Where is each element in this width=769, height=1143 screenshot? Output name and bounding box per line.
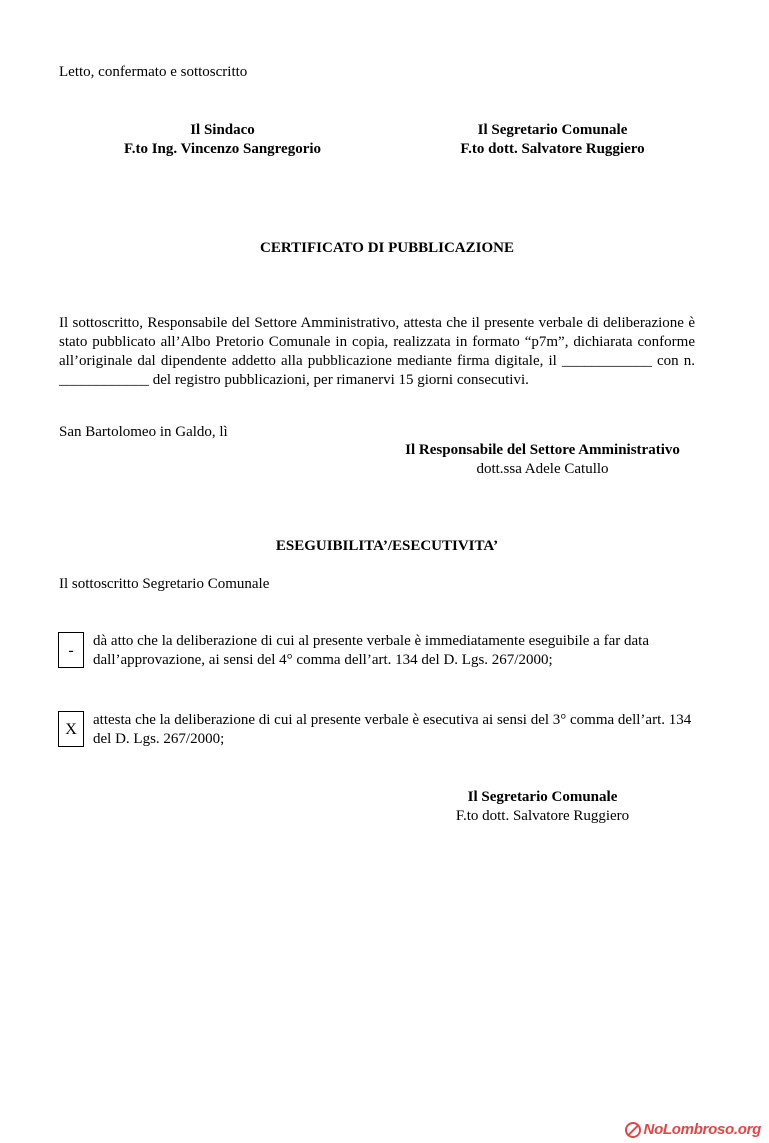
esecutivita-heading: ESEGUIBILITA’/ESECUTIVITA’ bbox=[275, 538, 499, 554]
sindaco-name: F.to Ing. Vincenzo Sangregorio bbox=[123, 141, 322, 157]
no-sign-icon bbox=[625, 1122, 641, 1138]
responsabile-name: dott.ssa Adele Catullo bbox=[476, 461, 609, 477]
segretario-name: F.to dott. Salvatore Ruggiero bbox=[460, 141, 645, 157]
intro-line: Letto, confermato e sottoscritto bbox=[59, 64, 248, 80]
esecutivita-segretario-name: F.to dott. Salvatore Ruggiero bbox=[455, 808, 630, 824]
certificato-body: Il sottoscritto, Responsabile del Settore Amministrativo, attesta che il presente verbale di deliberazione è stato pubblicato all’Albo Pretorio Comunale in copia, realizzata in formato “p7m”, dichiarata conforme all’originale dal dipendente addetto alla pubblicazione mediante firma digitale, il ____________ con n. ____________ del registro pubblicazioni, per rimanervi 15 giorni consecutivi. bbox=[59, 315, 695, 388]
sindaco-signature bbox=[90, 121, 355, 159]
responsabile-title: Il Responsabile del Settore Amministrativo bbox=[405, 442, 680, 458]
esecutivita-intro: Il sottoscritto Segretario Comunale bbox=[59, 576, 270, 592]
segretario-signature bbox=[420, 121, 685, 159]
watermark-logo bbox=[625, 1120, 761, 1139]
segretario-title: Il Segretario Comunale bbox=[477, 122, 628, 138]
watermark-text: NoLombroso.org bbox=[643, 1121, 761, 1138]
option2-checkbox[interactable] bbox=[58, 711, 84, 747]
option1-mark: - bbox=[68, 641, 74, 659]
option1-text: dà atto che la deliberazione di cui al presente verbale è immediatamente eseguibile a far data dall’approvazione, ai sensi del 4° comma dell’art. 134 del D. Lgs. 267/2000; bbox=[93, 633, 649, 668]
sindaco-title: Il Sindaco bbox=[190, 122, 255, 138]
option1-checkbox[interactable] bbox=[58, 632, 84, 668]
option2-mark: X bbox=[65, 720, 77, 738]
esecutivita-segretario-title: Il Segretario Comunale bbox=[467, 789, 618, 805]
place-line: San Bartolomeo in Galdo, lì bbox=[59, 424, 228, 440]
certificato-heading: CERTIFICATO DI PUBBLICAZIONE bbox=[260, 240, 514, 256]
option2-text: attesta che la deliberazione di cui al presente verbale è esecutiva ai sensi del 3° comma dell’art. 134 del D. Lgs. 267/2000; bbox=[93, 712, 692, 747]
